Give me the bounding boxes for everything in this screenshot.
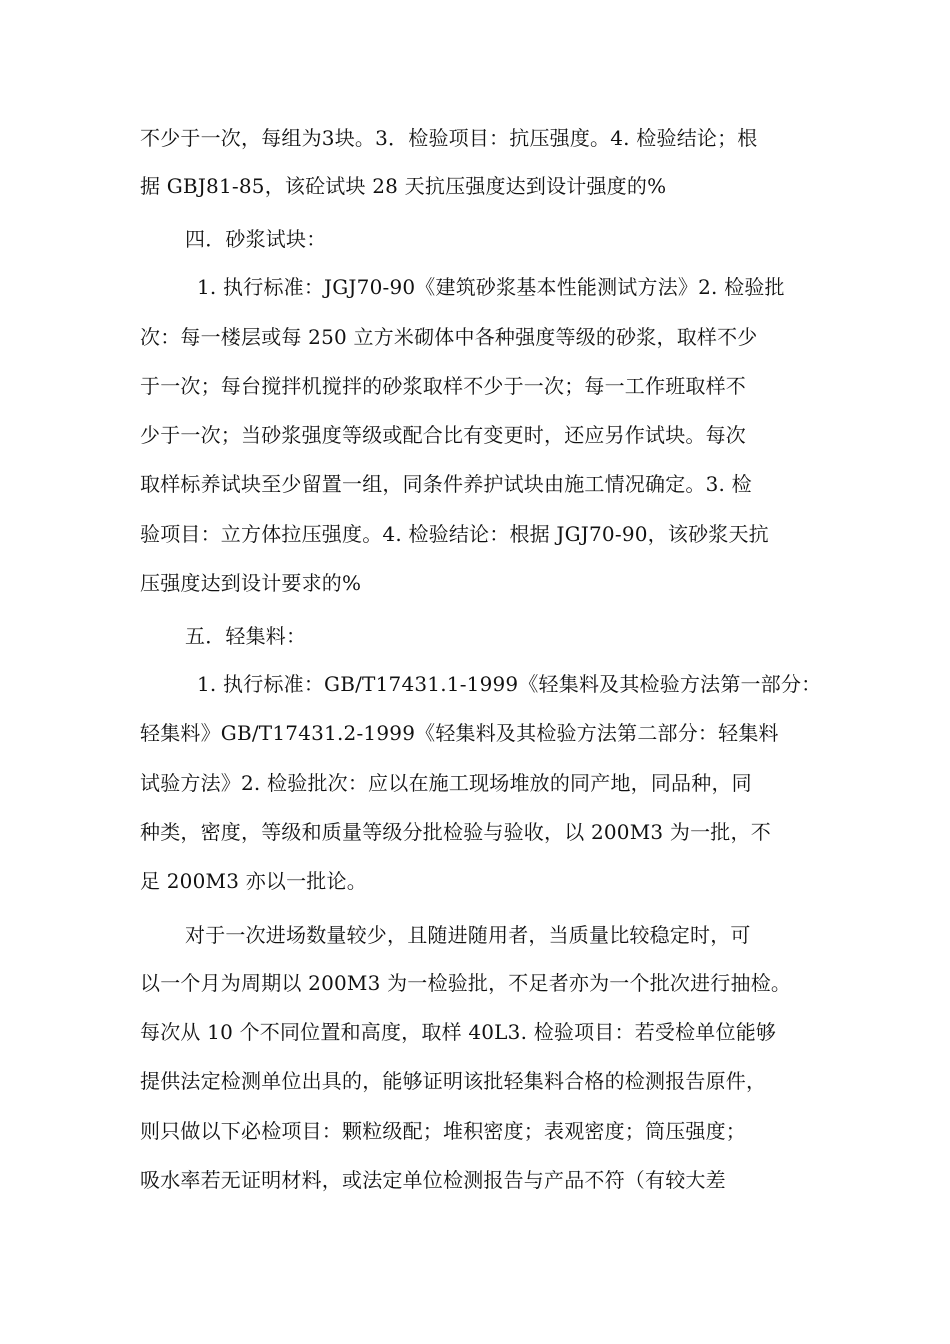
- text-line: 轻集料》GB/T17431.2-1999《轻集料及其检验方法第二部分：轻集料: [140, 721, 779, 745]
- text-line: 次：每一楼层或每 250 立方米砌体中各种强度等级的砂浆，取样不少: [140, 325, 758, 349]
- text-line: 对于一次进场数量较少，且随进随用者，当质量比较稳定时，可: [185, 923, 751, 947]
- text-line: 验项目：立方体拉压强度。4. 检验结论：根据 JGJ70-90，该砂浆天抗: [140, 522, 769, 546]
- text-line: 于一次；每台搅拌机搅拌的砂浆取样不少于一次；每一工作班取样不: [140, 374, 746, 398]
- text-line: 据 GBJ81-85，该砼试块 28 天抗压强度达到设计强度的%: [140, 174, 667, 198]
- text-line: 种类，密度，等级和质量等级分批检验与验收，以 200M3 为一批，不: [140, 820, 771, 844]
- text-line: 试验方法》2. 检验批次：应以在施工现场堆放的同产地，同品种，同: [140, 771, 752, 795]
- text-line: 压强度达到设计要求的%: [140, 571, 362, 595]
- text-line: 1. 执行标准：GB/T17431.1-1999《轻集料及其检验方法第一部分：: [197, 672, 822, 696]
- text-line: 提供法定检测单位出具的，能够证明该批轻集料合格的检测报告原件，: [140, 1069, 767, 1093]
- text-line: 取样标养试块至少留置一组，同条件养护试块由施工情况确定。3. 检: [140, 472, 752, 496]
- text-line: 少于一次；当砂浆强度等级或配合比有变更时，还应另作试块。每次: [140, 423, 746, 447]
- section-heading: 四．砂浆试块：: [185, 227, 327, 251]
- text-line: 不少于一次，每组为3块。3．检验项目：抗压强度。4. 检验结论；根: [140, 126, 758, 150]
- text-line: 以一个月为周期以 200M3 为一检验批，不足者亦为一个批次进行抽检。: [140, 971, 792, 995]
- text-line: 吸水率若无证明材料，或法定单位检测报告与产品不符（有较大差: [140, 1168, 726, 1192]
- text-line: 每次从 10 个不同位置和高度，取样 40L3. 检验项目：若受检单位能够: [140, 1020, 777, 1044]
- text-line: 1. 执行标准：JGJ70-90《建筑砂浆基本性能测试方法》2. 检验批: [197, 275, 785, 299]
- text-line: 则只做以下必检项目：颗粒级配；堆积密度；表观密度；筒压强度；: [140, 1119, 746, 1143]
- text-line: 足 200M3 亦以一批论。: [140, 869, 367, 893]
- section-heading: 五．轻集料：: [185, 624, 307, 648]
